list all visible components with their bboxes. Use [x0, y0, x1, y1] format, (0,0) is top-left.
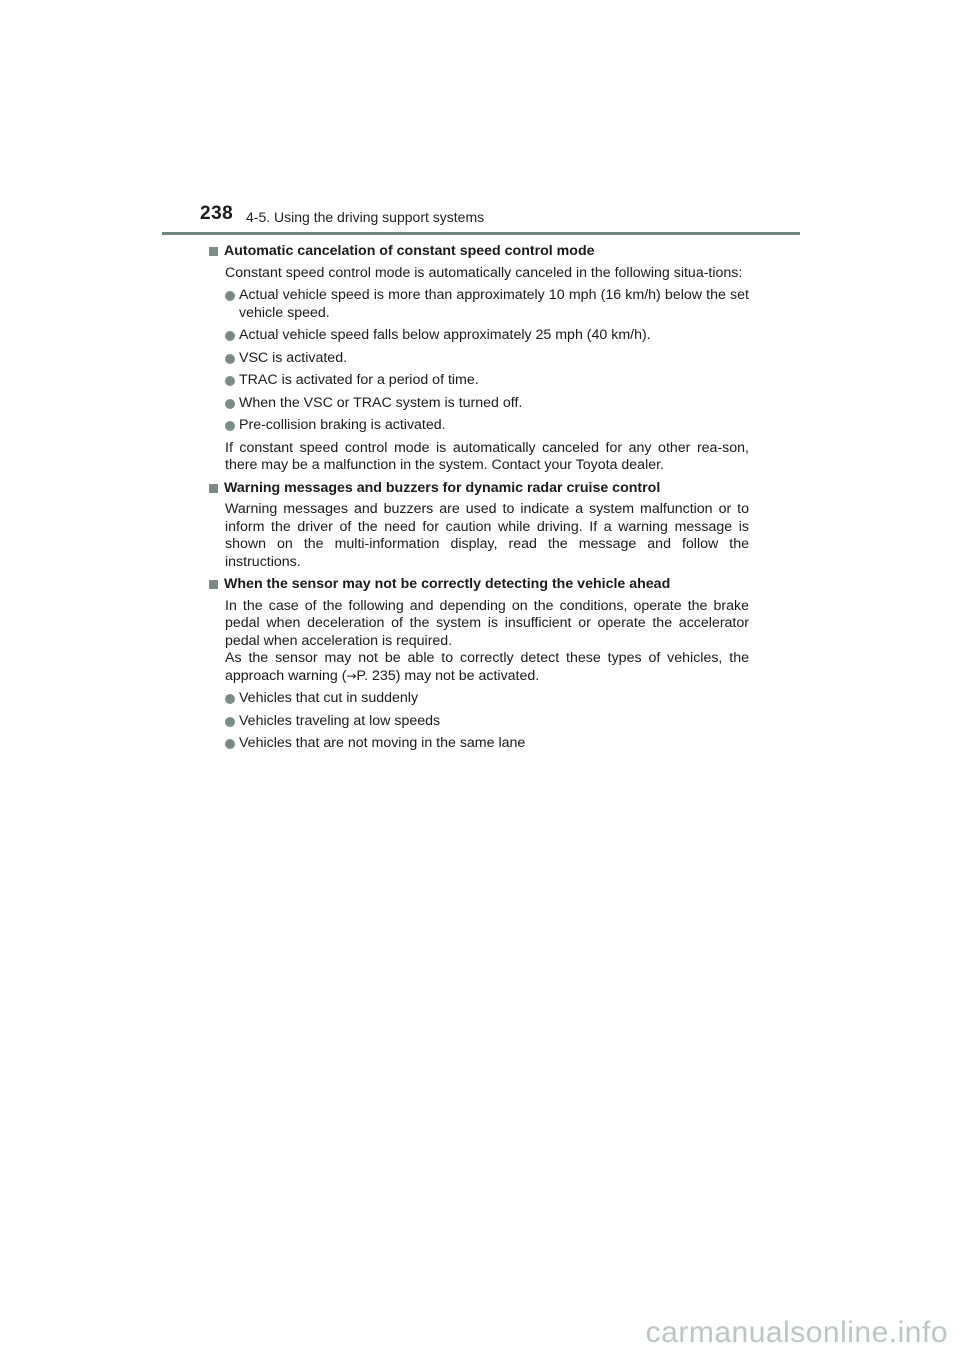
square-bullet-icon	[209, 247, 218, 256]
section-intro: Constant speed control mode is automatically canceled in the following situa-tions:	[225, 264, 743, 281]
round-bullet-icon	[225, 291, 235, 301]
list-item-text: Vehicles that are not moving in the same lane	[239, 735, 526, 751]
list-item-text: TRAC is activated for a period of time.	[239, 372, 479, 388]
section-auto-cancel	[209, 243, 749, 475]
watermark: carmanualsonline.info	[645, 1316, 948, 1349]
page-header	[0, 0, 960, 240]
section-outro: If constant speed control mode is automatically canceled for any other rea-son, there may be a malfunction in the system. Contact your Toyota dealer.	[225, 439, 749, 473]
section-title: 4-5. Using the driving support systems	[246, 209, 485, 225]
round-bullet-icon	[225, 354, 235, 364]
list-item	[225, 395, 749, 413]
section-heading-text: When the sensor may not be correctly detecting the vehicle ahead	[224, 576, 671, 592]
list-item-text: Pre-collision braking is activated.	[239, 417, 446, 433]
list-item-text: When the VSC or TRAC system is turned off.	[239, 394, 523, 411]
round-bullet-icon	[225, 331, 235, 341]
round-bullet-icon	[225, 376, 235, 386]
page-content	[209, 243, 749, 758]
list-item-text: VSC is activated.	[239, 349, 348, 366]
list-item-text: Vehicles traveling at low speeds	[239, 712, 441, 729]
section-sensor-detection	[209, 576, 749, 753]
page-number: 238	[200, 203, 234, 224]
section-intro: In the case of the following and depending on the conditions, operate the brake pedal when deceleration of the system is insufficient or operate the accelerator pedal when acceleration is required.	[225, 597, 749, 649]
list-item	[225, 287, 749, 322]
list-item-text: Vehicles that cut in suddenly	[239, 690, 419, 706]
arrow-right-icon: →	[346, 668, 357, 683]
list-item	[225, 713, 749, 731]
round-bullet-icon	[225, 717, 235, 727]
list-item	[225, 372, 749, 390]
section-heading-text: Automatic cancelation of constant speed control mode	[224, 243, 595, 259]
list-item	[225, 690, 749, 708]
round-bullet-icon	[225, 694, 235, 704]
intro-2-before: As the sensor may not be able to correctly detect these types of vehicles, the approach warning (	[225, 650, 749, 684]
section-intro: Warning messages and buzzers are used to indicate a system malfunction or to inform the driver of the need for caution while driving. If a warning message is shown on the multi-information display, read the message and follow the instructions.	[225, 501, 749, 570]
square-bullet-icon	[209, 484, 218, 493]
page-reference[interactable]: P. 235) may not be activated.	[356, 667, 540, 684]
section-heading	[209, 243, 749, 261]
section-heading	[209, 480, 749, 498]
section-heading	[209, 576, 749, 594]
square-bullet-icon	[209, 580, 218, 589]
list-item-text: Actual vehicle speed falls below approximately 25 mph (40 km/h).	[239, 327, 651, 343]
list-item	[225, 417, 749, 435]
list-item-text: Actual vehicle speed is more than approximately 10 mph (16 km/h) below the set vehicle speed.	[239, 287, 749, 321]
header-divider	[162, 232, 800, 235]
round-bullet-icon	[225, 399, 235, 409]
list-item	[225, 350, 749, 368]
round-bullet-icon	[225, 739, 235, 749]
section-intro-2	[225, 650, 749, 685]
list-item	[225, 735, 749, 753]
round-bullet-icon	[225, 421, 235, 431]
section-warning-messages	[209, 480, 749, 572]
section-heading-text: Warning messages and buzzers for dynamic radar cruise control	[224, 479, 661, 496]
list-item	[225, 327, 749, 345]
